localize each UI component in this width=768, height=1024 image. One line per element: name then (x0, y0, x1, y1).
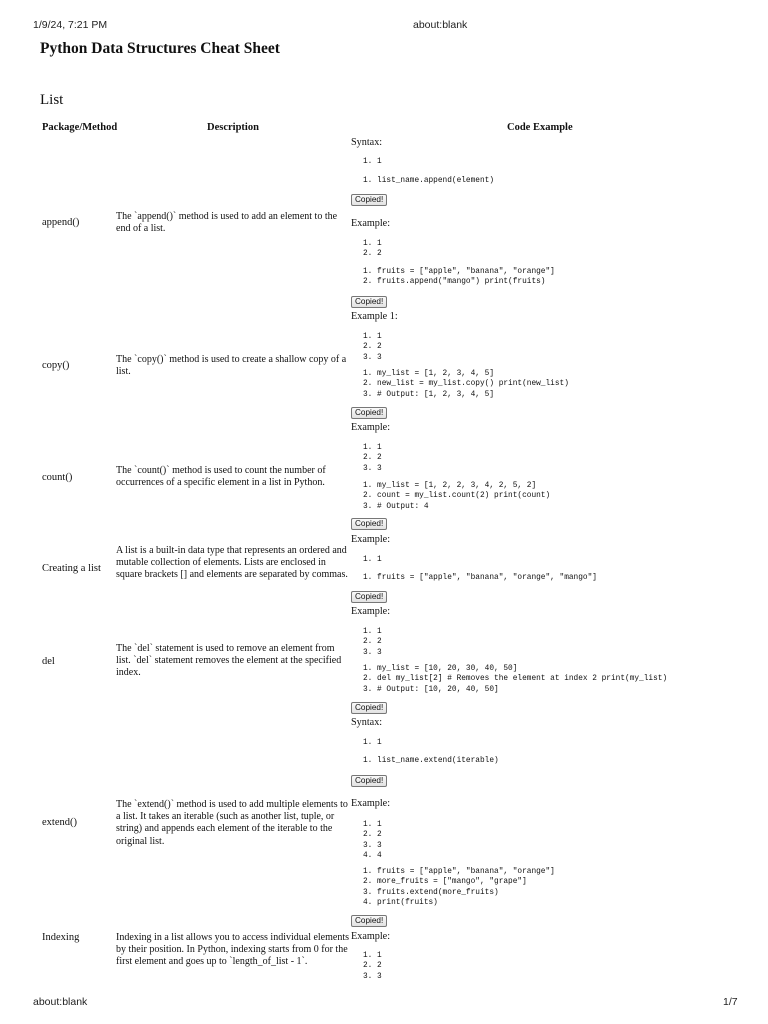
code-block-copy[interactable]: 1. my_list = [1, 2, 3, 4, 5] 2. new_list = my_list.copy() print(new_list) 3. # Output: [1, 2, 3, 4, 5] (363, 370, 569, 399)
page-number: 1/7 (723, 996, 738, 1008)
description-del: The `del` statement is used to remove an element from list. `del` statement removes the element at the specified index. (116, 643, 342, 679)
code-line-numbers-append-syntax: 1. 1 (363, 158, 382, 166)
print-datetime: 1/9/24, 7:21 PM (33, 19, 108, 31)
section-heading-list: List (40, 92, 64, 108)
description-extend: The `extend()` method is used to add multiple elements to a list. It takes an iterable (such as another list, tuple, or string) and appends each element of the iterable to the original list. (116, 799, 348, 847)
description-creating-a-list: A list is a built-in data type that represents an ordered and mutable collection of elements. Lists are enclosed in square brackets [] and elements are separated by commas. (116, 545, 348, 581)
code-block-extend-example[interactable]: 1. fruits = ["apple", "banana", "orange"] 2. more_fruits = ["mango", "grape"] 3. fruits.extend(more_fruits) 4. print(fruits) (363, 868, 555, 907)
print-url-header: about:blank (413, 19, 468, 31)
code-label-copy-example: Example 1: (351, 311, 398, 322)
copy-button[interactable]: Copied! (351, 775, 387, 787)
code-block-append-example[interactable]: 1. fruits = ["apple", "banana", "orange"] 2. fruits.append("mango") print(fruits) (363, 268, 555, 287)
description-copy: The `copy()` method is used to create a shallow copy of a list. (116, 354, 347, 378)
code-label-extend-example: Example: (351, 798, 391, 809)
copy-button[interactable]: Copied! (351, 702, 387, 714)
code-line-numbers-del: 1. 1 2. 2 3. 3 (363, 628, 382, 657)
code-label-extend-syntax: Syntax: (351, 717, 383, 728)
code-block-extend-syntax[interactable]: 1. list_name.extend(iterable) (363, 757, 499, 765)
code-label-append-example: Example: (351, 218, 391, 229)
method-del: del (42, 656, 55, 667)
copy-button[interactable]: Copied! (351, 296, 387, 308)
method-extend: extend() (42, 817, 77, 828)
column-header-code: Code Example (507, 122, 573, 133)
code-label-indexing-example: Example: (351, 931, 391, 942)
method-creating-a-list: Creating a list (42, 563, 101, 574)
copy-button[interactable]: Copied! (351, 518, 387, 530)
description-indexing: Indexing in a list allows you to access individual elements by their position. In Python, indexing starts from 0 for the first element and goes up to `length_of_list - 1`. (116, 932, 350, 968)
column-header-method: Package/Method (42, 122, 118, 133)
code-line-numbers-creating: 1. 1 (363, 556, 382, 564)
code-line-numbers-copy: 1. 1 2. 2 3. 3 (363, 333, 382, 362)
method-copy: copy() (42, 360, 70, 371)
code-line-numbers-extend-syntax: 1. 1 (363, 739, 382, 747)
code-label-count-example: Example: (351, 422, 391, 433)
description-count: The `count()` method is used to count the number of occurrences of a specific element in a list in Python. (116, 465, 326, 489)
print-url-footer: about:blank (33, 996, 88, 1008)
copy-button[interactable]: Copied! (351, 915, 387, 927)
code-block-append-syntax[interactable]: 1. list_name.append(element) (363, 177, 495, 185)
page-title: Python Data Structures Cheat Sheet (40, 40, 280, 57)
method-append: append() (42, 217, 80, 228)
code-line-numbers-count: 1. 1 2. 2 3. 3 (363, 444, 382, 473)
code-line-numbers-extend-example: 1. 1 2. 2 3. 3 4. 4 (363, 821, 382, 860)
description-append: The `append()` method is used to add an element to the end of a list. (116, 211, 338, 235)
code-label-creating-example: Example: (351, 534, 391, 545)
code-block-count[interactable]: 1. my_list = [1, 2, 2, 3, 4, 2, 5, 2] 2. count = my_list.count(2) print(count) 3. # Output: 4 (363, 482, 551, 511)
code-line-numbers-indexing: 1. 1 2. 2 3. 3 (363, 952, 382, 981)
copy-button[interactable]: Copied! (351, 591, 387, 603)
copy-button[interactable]: Copied! (351, 407, 387, 419)
code-block-creating[interactable]: 1. fruits = ["apple", "banana", "orange", "mango"] (363, 574, 597, 582)
code-block-del[interactable]: 1. my_list = [10, 20, 30, 40, 50] 2. del my_list[2] # Removes the element at index 2 print(my_list) 3. # Output: [10, 20, 40, 50] (363, 665, 668, 694)
column-header-description: Description (207, 122, 259, 133)
code-label-append-syntax: Syntax: (351, 137, 383, 148)
code-label-del-example: Example: (351, 606, 391, 617)
method-indexing: Indexing (42, 932, 80, 943)
method-count: count() (42, 472, 73, 483)
copy-button[interactable]: Copied! (351, 194, 387, 206)
code-line-numbers-append-example: 1. 1 2. 2 (363, 240, 382, 259)
